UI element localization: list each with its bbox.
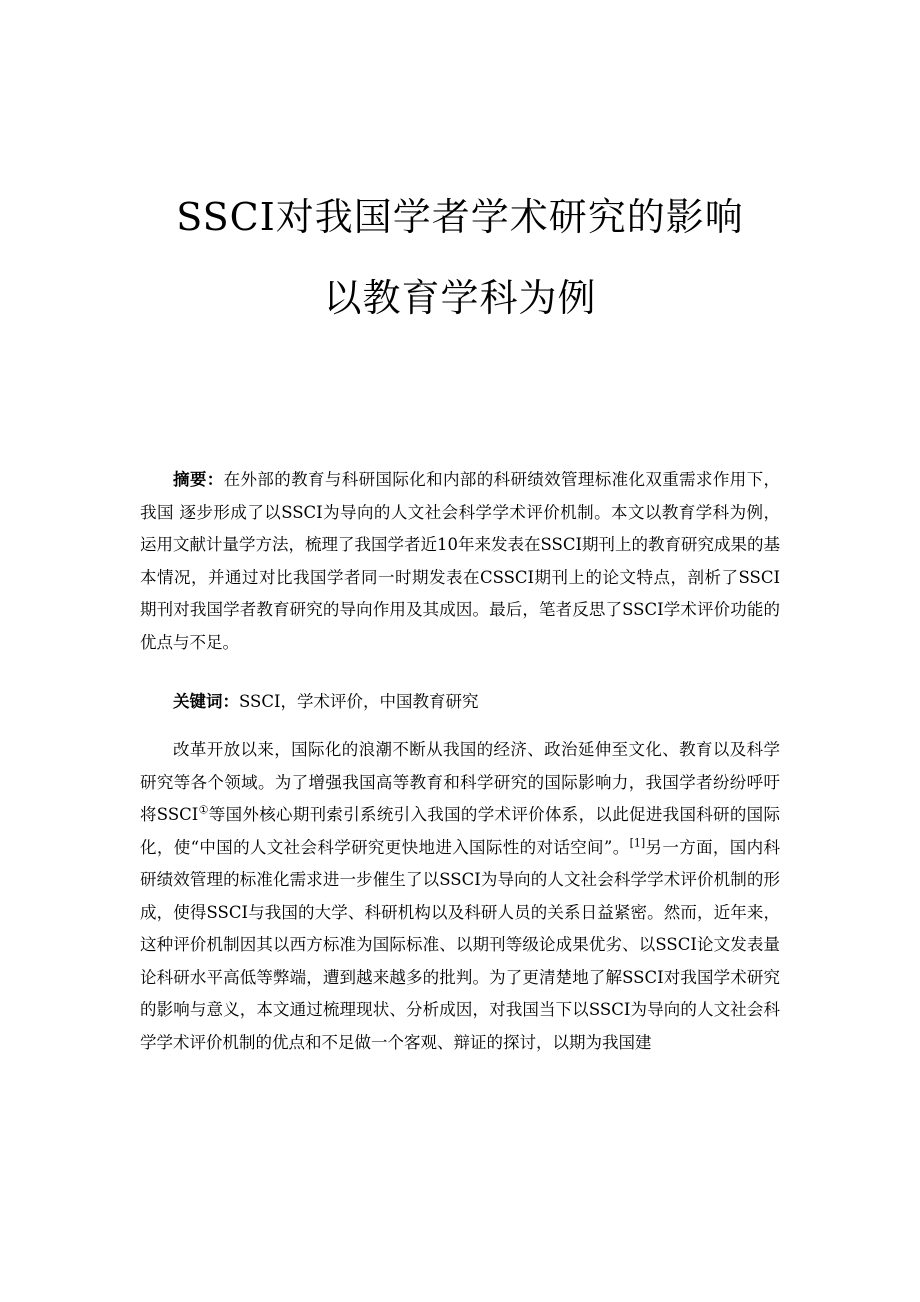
document-subtitle: 以教育学科为例 [323,276,597,320]
abstract-text: 在外部的教育与科研国际化和内部的科研绩效管理标准化双重需求作用下，我国 逐步形成了以SSCI为导向的人文社会科学学术评价机制。本文以教育学科为例，运用文献计量学方法，梳理了我国学者近10年来发表在SSCI期刊上的教育研究成果的基本情况，并通过对比我国学者同一时期发表在CSSCI期刊上的论文特点，剖析了SSCI期刊对我国学者教育研究的导向作用及其成因。最后，笔者反思了SSCI学术评价功能的优点与不足。 [140,470,781,652]
keywords-text: SSCI，学术评价，中国教育研究 [239,692,479,711]
intro-text-part1: 改革开放以来，国际化的浪潮不断从我国的经济、政治延伸至文化、教育以及科学研究等各个领域。为了增强我国高等教育和科学研究的国际影响力，我国学者纷纷呼吁将SSCI [140,740,780,824]
document-title: SSCI对我国学者学术研究的影响 [176,195,744,239]
keywords-label: 关键词： [173,692,239,711]
citation-mark: [1] [629,836,646,849]
intro-section [140,734,780,1059]
abstract-label: 摘要： [173,470,224,489]
keywords-section [140,686,780,719]
intro-paragraph [140,734,780,1059]
abstract-paragraph [140,464,780,659]
intro-text-part2: 等国外核心期刊索引系统引入我国的学术评价体系，以此促进我国科研的国际化，使“中国的人文社会科学研究更快地进入国际性的对话空间”。 [140,805,780,857]
abstract-section [140,464,780,659]
keywords-paragraph [140,686,780,719]
footnote-mark: ① [198,803,209,817]
intro-text-part3: 另一方面，国内科研绩效管理的标准化需求进一步催生了以SSCI为导向的人文社会科学学术评价机制的形成，使得SSCI与我国的大学、科研机构以及科研人员的关系日益紧密。然而，近年来，这种评价机制因其以西方标准为国际标准、以期刊等级论成果优劣、以SSCI论文发表量论科研水平高低等弊端，遭到越来越多的批判。为了更清楚地了解SSCI对我国学术研究的影响与意义，本文通过梳理现状、分析成因，对我国当下以SSCI为导向的人文社会科学学术评价机制的优点和不足做一个客观、辩证的探讨，以期为我国建 [140,837,781,1052]
